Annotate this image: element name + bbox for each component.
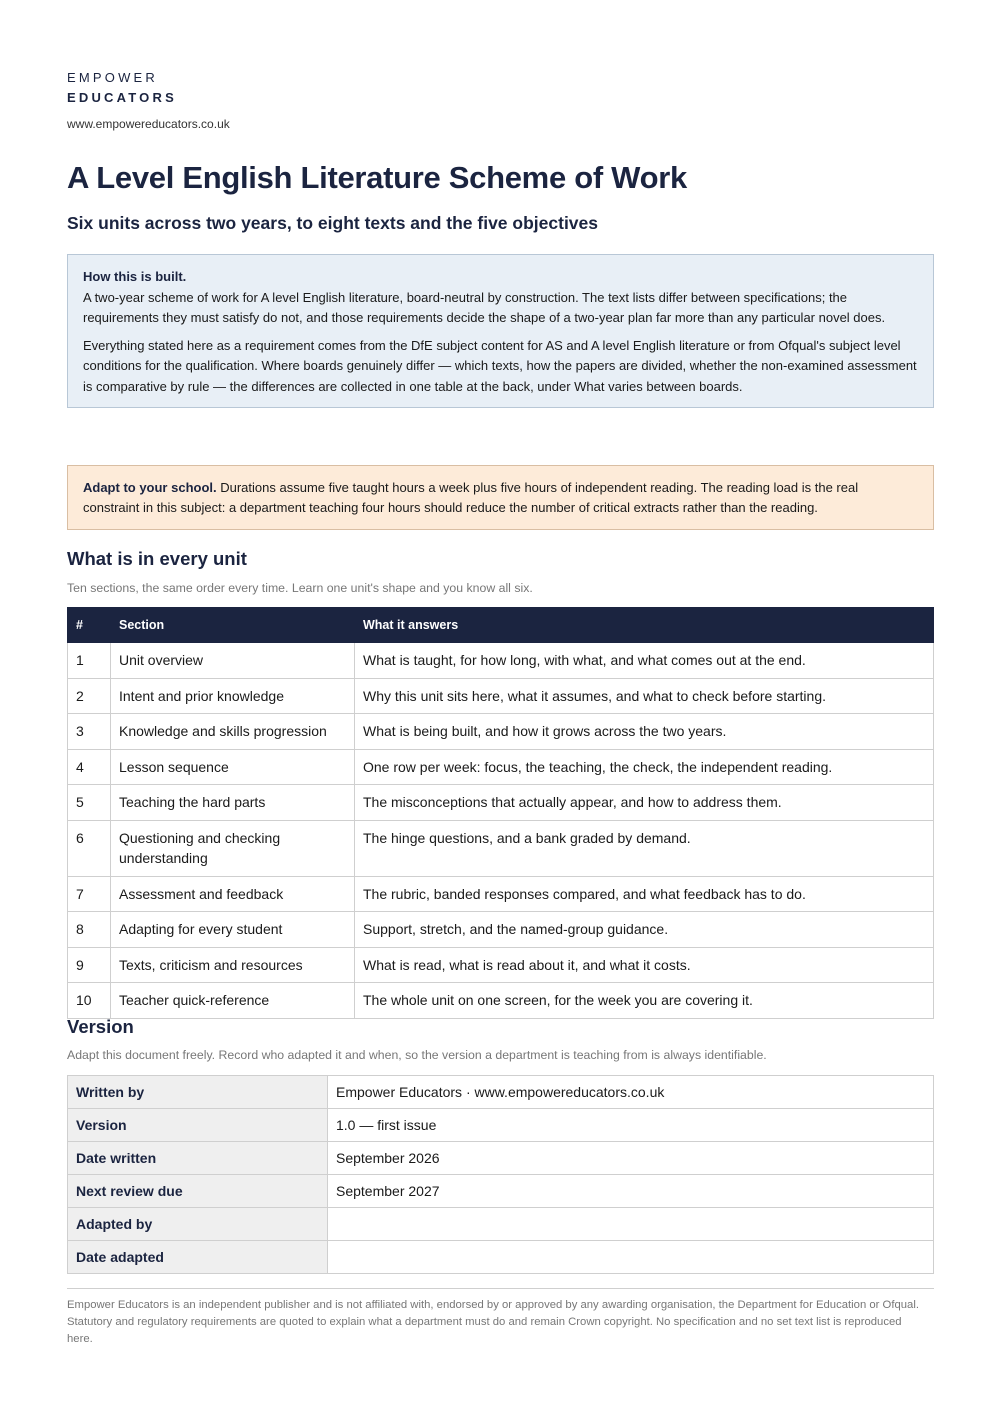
unit-answers: The rubric, banded responses compared, and what feedback has to do. — [355, 876, 934, 912]
unit-answers: Support, stretch, and the named-group guidance. — [355, 912, 934, 948]
unit-number: 9 — [68, 947, 111, 983]
page-title: A Level English Literature Scheme of Work — [67, 160, 687, 195]
table-row — [68, 876, 934, 912]
unit-section: Teacher quick-reference — [111, 983, 355, 1019]
adapt-callout — [67, 465, 934, 530]
table-row — [68, 1076, 934, 1109]
unit-answers: The hinge questions, and a bank graded by demand. — [355, 820, 934, 876]
version-value — [328, 1208, 934, 1241]
unit-answers: The misconceptions that actually appear, and how to address them. — [355, 785, 934, 821]
adapt-lead: Adapt to your school. — [83, 480, 217, 495]
how-built-callout — [67, 254, 934, 408]
table-row — [68, 785, 934, 821]
version-label: Version — [68, 1109, 328, 1142]
version-value: September 2027 — [328, 1175, 934, 1208]
brand-logo — [67, 69, 177, 106]
unit-answers: What is being built, and how it grows across the two years. — [355, 714, 934, 750]
unit-answers: What is taught, for how long, with what, and what comes out at the end. — [355, 643, 934, 679]
unit-section: Adapting for every student — [111, 912, 355, 948]
table-row — [68, 714, 934, 750]
unit-section: Assessment and feedback — [111, 876, 355, 912]
adapt-text: Durations assume five taught hours a week plus five hours of independent reading. The reading load is the real constraint in this subject: a department teaching four hours should reduce the number of critical extracts rather than the reading. — [83, 480, 859, 515]
table-row — [68, 643, 934, 679]
table-row — [68, 1142, 934, 1175]
table-row — [68, 749, 934, 785]
table-row — [68, 1208, 934, 1241]
unit-answers: One row per week: focus, the teaching, the check, the independent reading. — [355, 749, 934, 785]
table-row — [68, 983, 934, 1019]
col-answers: What it answers — [355, 608, 934, 643]
table-row — [68, 1109, 934, 1142]
page-subtitle: Six units across two years, to eight texts and the five objectives — [67, 213, 598, 233]
unit-number: 8 — [68, 912, 111, 948]
version-note: Adapt this document freely. Record who adapted it and when, so the version a department is teaching from is always identifiable. — [67, 1048, 767, 1062]
version-label: Date written — [68, 1142, 328, 1175]
unit-number: 10 — [68, 983, 111, 1019]
version-heading: Version — [67, 1016, 134, 1037]
unit-number: 3 — [68, 714, 111, 750]
table-row — [68, 678, 934, 714]
table-row — [68, 1175, 934, 1208]
unit-number: 5 — [68, 785, 111, 821]
unit-section: Intent and prior knowledge — [111, 678, 355, 714]
how-built-heading: How this is built. — [83, 269, 187, 284]
footer-divider — [67, 1288, 934, 1289]
version-value: Empower Educators · www.empowereducators.co.uk — [328, 1076, 934, 1109]
unit-number: 4 — [68, 749, 111, 785]
version-value: 1.0 — first issue — [328, 1109, 934, 1142]
version-label: Date adapted — [68, 1241, 328, 1274]
table-row — [68, 947, 934, 983]
table-row — [68, 1241, 934, 1274]
unit-number: 6 — [68, 820, 111, 876]
unit-number: 2 — [68, 678, 111, 714]
units-table — [67, 607, 934, 1019]
brand-line-1: EMPOWER — [67, 70, 159, 85]
version-label: Written by — [68, 1076, 328, 1109]
unit-number: 1 — [68, 643, 111, 679]
version-label: Next review due — [68, 1175, 328, 1208]
version-value — [328, 1241, 934, 1274]
unit-number: 7 — [68, 876, 111, 912]
unit-section: Knowledge and skills progression — [111, 714, 355, 750]
unit-answers: Why this unit sits here, what it assumes, and what to check before starting. — [355, 678, 934, 714]
units-note: Ten sections, the same order every time. Learn one unit's shape and you know all six. — [67, 581, 533, 595]
how-built-para-1: A two-year scheme of work for A level English literature, board-neutral by construction. The text lists differ between specifications; the requirements they must satisfy do not, and those requirements decide the shape of a two-year plan far more than any particular novel does. — [83, 289, 886, 325]
unit-answers: The whole unit on one screen, for the week you are covering it. — [355, 983, 934, 1019]
unit-section: Teaching the hard parts — [111, 785, 355, 821]
version-label: Adapted by — [68, 1208, 328, 1241]
brand-url: www.empowereducators.co.uk — [67, 117, 230, 131]
brand-line-2: EDUCATORS — [67, 90, 177, 105]
table-row — [68, 820, 934, 876]
table-row — [68, 912, 934, 948]
version-value: September 2026 — [328, 1142, 934, 1175]
col-number: # — [68, 608, 111, 643]
unit-section: Questioning and checking understanding — [111, 820, 355, 876]
col-section: Section — [111, 608, 355, 643]
units-heading: What is in every unit — [67, 548, 247, 569]
unit-section: Lesson sequence — [111, 749, 355, 785]
unit-section: Unit overview — [111, 643, 355, 679]
version-table — [67, 1075, 934, 1274]
units-header-row — [68, 608, 934, 643]
unit-answers: What is read, what is read about it, and what it costs. — [355, 947, 934, 983]
unit-section: Texts, criticism and resources — [111, 947, 355, 983]
footer-disclaimer: Empower Educators is an independent publisher and is not affiliated with, endorsed by or approved by any awarding organisation, the Department for Education or Ofqual. Statutory and regulatory requirements are quoted to explain what a department must do and remain Crown copyright. No specification and no set text list is reproduced here. — [67, 1299, 919, 1345]
how-built-para-2: Everything stated here as a requirement comes from the DfE subject content for AS and A level English literature or from Ofqual's subject level conditions for the qualification. Where boards genuinely differ — which texts, how the papers are divided, whether the non-examined assessment is comparative by rule — the differences are collected in one table at the back, under What varies between boards. — [83, 337, 917, 394]
